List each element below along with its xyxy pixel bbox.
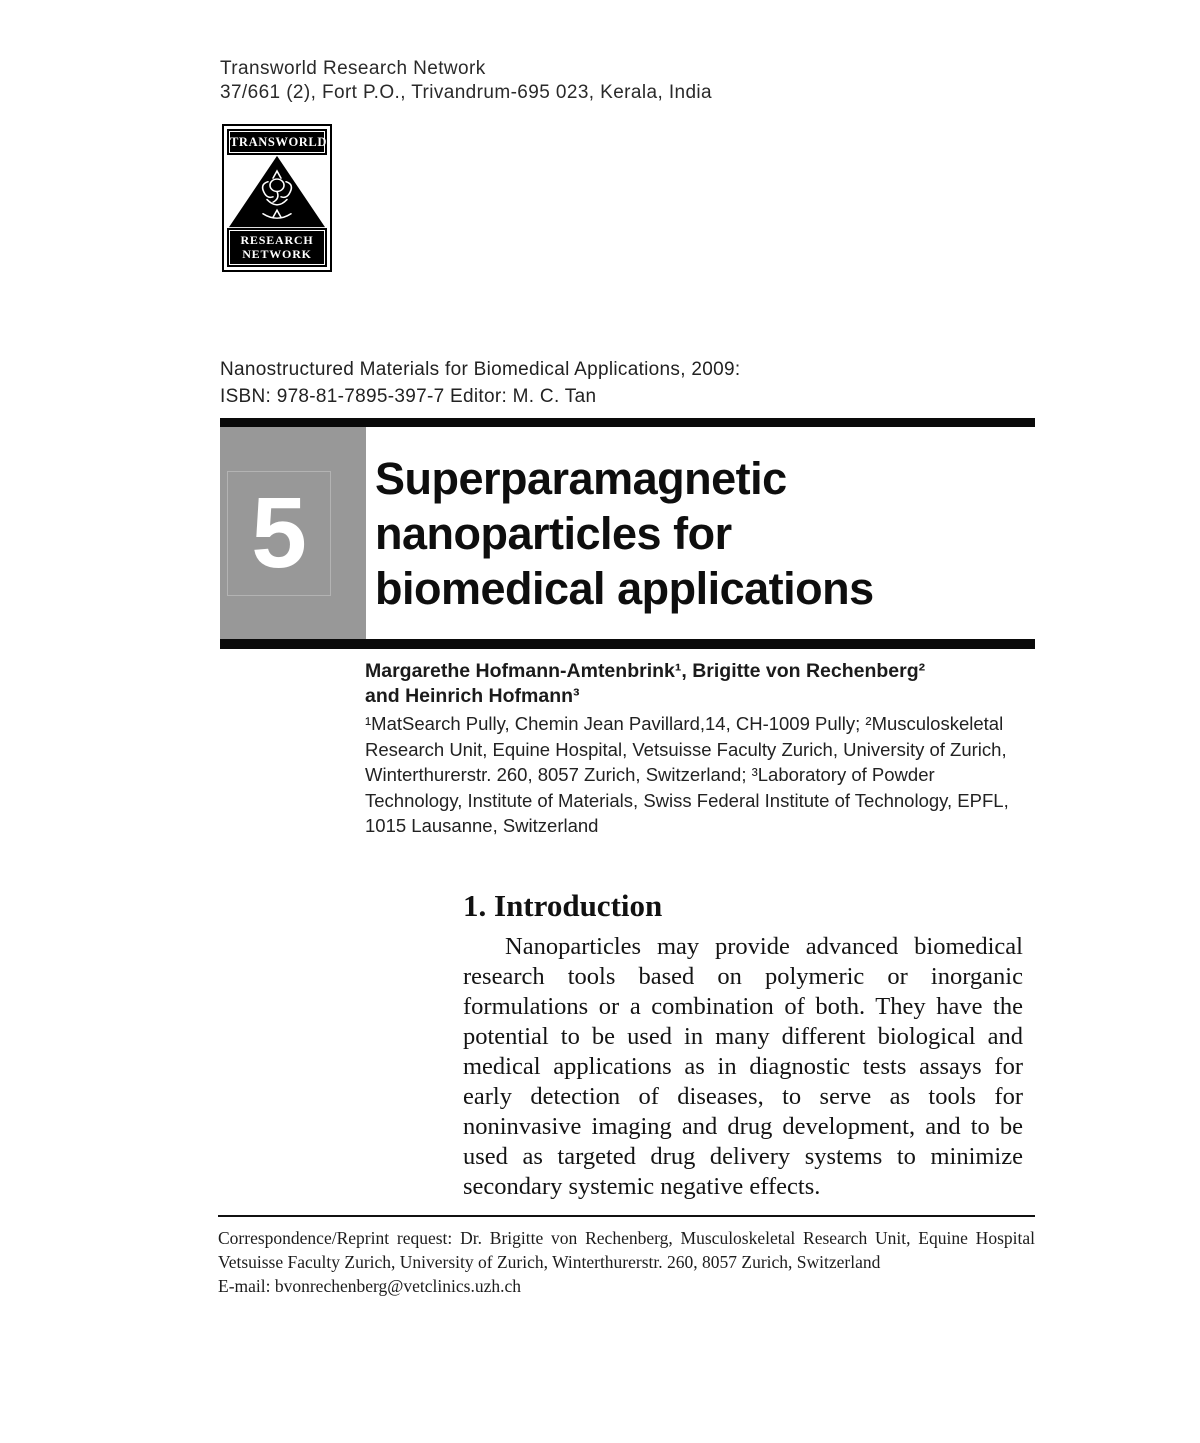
- top-rule: [220, 418, 1035, 427]
- chapter-title: Superparamagnetic nanoparticles for biomedical applications: [366, 427, 1035, 639]
- book-isbn-editor: ISBN: 978-81-7895-397-7 Editor: M. C. Tan: [220, 386, 597, 407]
- logo-top-banner: [227, 129, 327, 155]
- authors-line1: Margarethe Hofmann-Amtenbrink¹, Brigitte von Rechenberg²: [365, 660, 926, 682]
- correspondence-email: E-mail: bvonrechenberg@vetclinics.uzh.ch: [218, 1276, 521, 1296]
- transworld-logo: [222, 124, 332, 272]
- ganesha-triangle-icon: [227, 155, 327, 228]
- publisher-name: Transworld Research Network: [220, 58, 486, 79]
- publisher-header: [220, 57, 712, 105]
- authors: [365, 659, 925, 709]
- logo-bottom-label: RESEARCH NETWORK: [229, 230, 325, 265]
- chapter-number-box: [220, 427, 366, 639]
- chapter-header: [220, 418, 1035, 649]
- publisher-address: 37/661 (2), Fort P.O., Trivandrum-695 023, Kerala, India: [220, 82, 713, 103]
- ganesha-emblem-icon: [227, 155, 327, 228]
- footnote-rule: [218, 1215, 1035, 1217]
- book-title: Nanostructured Materials for Biomedical Applications, 2009:: [220, 359, 741, 380]
- bottom-rule: [220, 639, 1035, 649]
- footnote: [218, 1226, 1035, 1298]
- authors-line2: and Heinrich Hofmann³: [365, 685, 580, 707]
- book-info: [220, 356, 740, 410]
- introduction-paragraph: Nanoparticles may provide advanced biomedical research tools based on polymeric or inorganic formulations or a combination of both. They have the potential to be used in many different biological and medical applications as in diagnostic tests assays for early detection of diseases, to serve as tools for noninvasive imaging and drug development, and to be used as targeted drug delivery systems to minimize secondary systemic negative effects.: [463, 933, 1023, 1200]
- section-heading-introduction: 1. Introduction: [463, 888, 663, 923]
- affiliations: ¹MatSearch Pully, Chemin Jean Pavillard,14, CH-1009 Pully; ²Musculoskeletal Research Unit, Equine Hospital, Vetsuisse Faculty Zurich, University of Zurich, Winterthurerstr. 260, 8057 Zurich, Switzerland; ³Laboratory of Powder Technology, Institute of Materials, Swiss Federal Institute of Technology, EPFL, 1015 Lausanne, Switzerland: [365, 713, 1009, 836]
- logo-top-label: TRANSWORLD: [229, 131, 325, 153]
- logo-bottom-banner: [227, 228, 327, 267]
- chapter-number: 5: [227, 471, 331, 596]
- correspondence-note: Correspondence/Reprint request: Dr. Brigitte von Rechenberg, Musculoskeletal Research Unit, Equine Hospital Vetsuisse Faculty Zurich, University of Zurich, Winterthurerstr. 260, 8057 Zurich, Switzerland: [218, 1228, 1035, 1272]
